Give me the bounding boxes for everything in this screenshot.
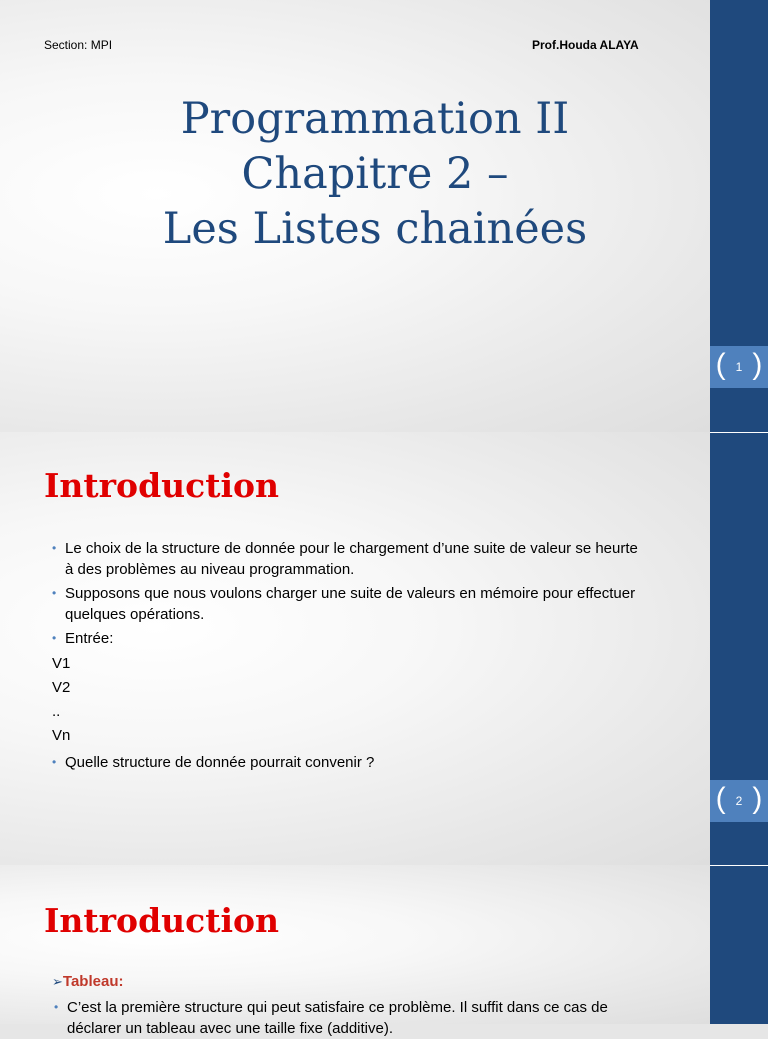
slide-heading: Introduction (44, 466, 280, 505)
page-number-badge-1 (710, 346, 768, 388)
bullet-icon: • (52, 541, 57, 555)
bullet-icon: • (52, 755, 57, 769)
bullet-item (50, 752, 650, 773)
bracket-left-icon: ( (715, 348, 726, 381)
sub-heading (52, 971, 652, 992)
bracket-left-icon: ( (715, 782, 726, 815)
value-item: .. (52, 703, 61, 720)
slide-2 (0, 432, 710, 865)
title-line-1: Programmation II (180, 94, 570, 144)
bullet-text: C’est la première structure qui peut satisfaire ce problème. Il suffit dans ce cas de déclarer un tableau avec une taille fixe (additive). (67, 999, 608, 1037)
value-item: V2 (52, 679, 71, 696)
slide-3 (0, 865, 710, 1037)
bullet-item (50, 538, 650, 580)
slide-content (50, 538, 650, 649)
question-text: Quelle structure de donnée pourrait convenir ? (65, 754, 375, 771)
bullet-icon: • (52, 631, 57, 645)
bullet-text: Entrée: (65, 630, 114, 647)
arrow-bullet-icon: ➢ (52, 974, 63, 989)
bracket-right-icon: ) (752, 782, 763, 815)
bracket-right-icon: ) (752, 348, 763, 381)
value-item: V1 (52, 655, 71, 672)
author-label: Prof.Houda ALAYA (532, 38, 639, 52)
bullet-icon: • (54, 1000, 59, 1014)
value-item: Vn (52, 727, 71, 744)
page-number-badge-2 (710, 780, 768, 822)
slide-heading: Introduction (44, 901, 280, 940)
slide-content (52, 971, 652, 1039)
bullet-text: Supposons que nous voulons charger une suite de valeurs en mémoire pour effectuer quelques opérations. (65, 585, 636, 623)
slide-1 (0, 0, 710, 432)
slide-title (30, 92, 720, 257)
slide-3-sidebar (710, 866, 768, 1024)
bullet-icon: • (52, 586, 57, 600)
question-block (50, 752, 650, 773)
page-number: 1 (735, 360, 743, 374)
bullet-item (50, 628, 650, 649)
bullet-item (52, 997, 652, 1039)
page-number: 2 (735, 794, 743, 808)
values-list (52, 652, 652, 748)
section-label: Section: MPI (44, 38, 113, 52)
title-line-3: Les Listes chainées (162, 204, 588, 254)
sub-heading-text: Tableau: (62, 973, 124, 990)
bullet-item (50, 583, 650, 625)
title-line-2: Chapitre 2 – (241, 149, 509, 199)
bullet-text: Le choix de la structure de donnée pour le chargement d’une suite de valeur se heurte à des problèmes au niveau programmation. (65, 540, 638, 578)
